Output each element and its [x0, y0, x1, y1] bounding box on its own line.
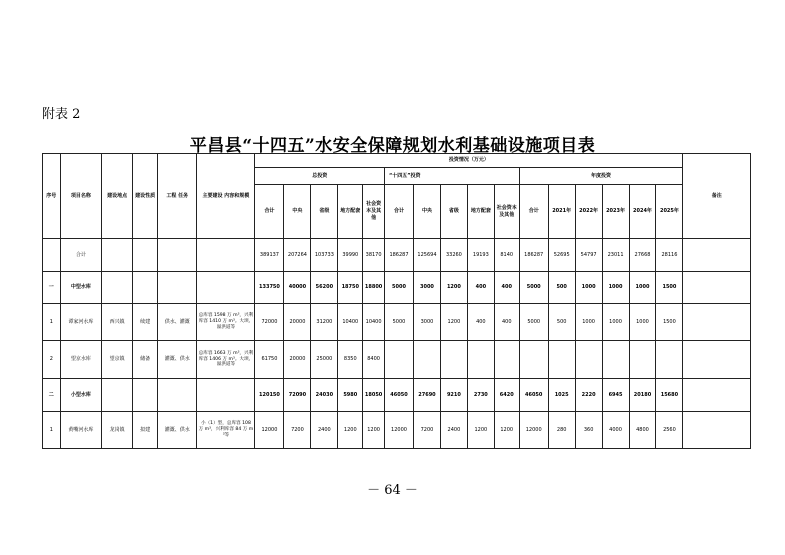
header-sub: 省级 [311, 185, 338, 239]
cell-value: 4000 [602, 412, 629, 449]
cell-value: 18050 [363, 379, 385, 412]
cell-remark [683, 379, 751, 412]
cell-location: 望京镇 [102, 341, 133, 379]
cell-value: 24030 [311, 379, 338, 412]
category-row [43, 272, 751, 304]
cell-value: 389137 [255, 239, 284, 272]
cell-value: 19193 [467, 239, 494, 272]
cell-value [575, 341, 602, 379]
cell-value: 38170 [363, 239, 385, 272]
cell-remark [683, 304, 751, 341]
cell-seq: 1 [43, 304, 61, 341]
cell-value: 10400 [363, 304, 385, 341]
cell-value: 5000 [384, 272, 413, 304]
cell-value: 39990 [338, 239, 363, 272]
cell-value: 9210 [440, 379, 467, 412]
cell-value: 1000 [602, 272, 629, 304]
cell-value: 360 [575, 412, 602, 449]
header-sub: 地方配套 [467, 185, 494, 239]
cell-value: 72000 [255, 304, 284, 341]
cell-location [102, 239, 133, 272]
header-sub: 中央 [414, 185, 441, 239]
cell-value: 3000 [414, 304, 441, 341]
cell-value: 28116 [656, 239, 683, 272]
cell-value: 52695 [548, 239, 575, 272]
cell-value [629, 341, 656, 379]
cell-value: 54797 [575, 239, 602, 272]
cell-value: 8140 [494, 239, 519, 272]
table-body [43, 239, 751, 449]
cell-value: 20000 [284, 304, 311, 341]
cell-value [384, 341, 413, 379]
header-task: 工程 任务 [158, 154, 197, 239]
cell-value: 1000 [602, 304, 629, 341]
cell-value: 1000 [629, 304, 656, 341]
cell-value: 186287 [519, 239, 548, 272]
cell-project-name: 合计 [60, 239, 101, 272]
cell-remark [683, 341, 751, 379]
header-seq: 序号 [43, 154, 61, 239]
cell-value: 125694 [414, 239, 441, 272]
cell-value: 8400 [363, 341, 385, 379]
cell-scope [197, 272, 255, 304]
cell-value: 12000 [255, 412, 284, 449]
cell-task: 灌溉、供水 [158, 412, 197, 449]
cell-project-name: 望京水库 [60, 341, 101, 379]
table-row [43, 412, 751, 449]
cell-task: 供水、灌溉 [158, 304, 197, 341]
cell-value: 1000 [575, 272, 602, 304]
cell-value: 4800 [629, 412, 656, 449]
header-sub: 社会资本及其他 [363, 185, 385, 239]
cell-value: 1200 [363, 412, 385, 449]
header-sub: 中央 [284, 185, 311, 239]
cell-value [440, 341, 467, 379]
cell-value: 27668 [629, 239, 656, 272]
cell-value: 1500 [656, 272, 683, 304]
cell-location: 西兴镇 [102, 304, 133, 341]
cell-nature [133, 272, 158, 304]
cell-value: 5000 [519, 272, 548, 304]
cell-task [158, 379, 197, 412]
cell-value: 1200 [440, 272, 467, 304]
cell-value: 18750 [338, 272, 363, 304]
cell-value [519, 341, 548, 379]
header-year: 2025年 [656, 185, 683, 239]
cell-task [158, 239, 197, 272]
cell-value [548, 341, 575, 379]
header-year: 2021年 [548, 185, 575, 239]
category-row [43, 379, 751, 412]
cell-value: 2560 [656, 412, 683, 449]
cell-value: 1200 [338, 412, 363, 449]
cell-value [467, 341, 494, 379]
cell-value: 46050 [384, 379, 413, 412]
cell-value: 18800 [363, 272, 385, 304]
cell-value: 400 [494, 304, 519, 341]
cell-location: 龙岗镇 [102, 412, 133, 449]
header-145-investment: “十四五”投资 [384, 168, 519, 185]
cell-value: 400 [467, 304, 494, 341]
header-sub: 合计 [519, 185, 548, 239]
cell-value: 31200 [311, 304, 338, 341]
header-investment: 投资情况（万元） [255, 154, 683, 168]
cell-value: 280 [548, 412, 575, 449]
header-sub: 合计 [384, 185, 413, 239]
cell-seq: 二 [43, 379, 61, 412]
cell-value: 40000 [284, 272, 311, 304]
header-sub: 合计 [255, 185, 284, 239]
header-remark: 备注 [683, 154, 751, 239]
cell-scope: 总库容 1663 万 m³，兴利库容 1406 万 m³。大坝、溢洪道等 [197, 341, 255, 379]
header-sub: 省级 [440, 185, 467, 239]
cell-value: 1200 [467, 412, 494, 449]
cell-value: 2730 [467, 379, 494, 412]
cell-remark [683, 239, 751, 272]
header-year: 2022年 [575, 185, 602, 239]
cell-value: 7200 [414, 412, 441, 449]
cell-scope [197, 239, 255, 272]
cell-value: 1000 [629, 272, 656, 304]
cell-task: 灌溉、供水 [158, 341, 197, 379]
cell-value: 12000 [519, 412, 548, 449]
cell-value: 56200 [311, 272, 338, 304]
cell-value: 61750 [255, 341, 284, 379]
cell-value: 10400 [338, 304, 363, 341]
cell-value: 2400 [440, 412, 467, 449]
cell-nature: 储备 [133, 341, 158, 379]
cell-scope: 总库容 1598 万 m³，兴利库容 1410 万 m³。大坝、溢洪道等 [197, 304, 255, 341]
cell-value [656, 341, 683, 379]
cell-value: 103733 [311, 239, 338, 272]
cell-value: 5000 [384, 304, 413, 341]
cell-value [494, 341, 519, 379]
cell-value: 207264 [284, 239, 311, 272]
cell-remark [683, 412, 751, 449]
cell-value: 1200 [440, 304, 467, 341]
header-year: 2023年 [602, 185, 629, 239]
cell-value: 5000 [519, 304, 548, 341]
cell-project-name: 小型水库 [60, 379, 101, 412]
cell-value: 3000 [414, 272, 441, 304]
cell-nature [133, 239, 158, 272]
cell-value: 12000 [384, 412, 413, 449]
cell-remark [683, 272, 751, 304]
cell-value: 33260 [440, 239, 467, 272]
header-scope: 主要建设 内容和规模 [197, 154, 255, 239]
cell-seq [43, 239, 61, 272]
table-row [43, 341, 751, 379]
header-sub: 地方配套 [338, 185, 363, 239]
cell-project-name: 谭家河水库 [60, 304, 101, 341]
cell-project-name: 黄嘴河水库 [60, 412, 101, 449]
cell-value: 1200 [494, 412, 519, 449]
cell-value: 20000 [284, 341, 311, 379]
cell-seq: 1 [43, 412, 61, 449]
cell-value: 23011 [602, 239, 629, 272]
cell-value: 500 [548, 304, 575, 341]
cell-value: 400 [467, 272, 494, 304]
cell-nature: 续建 [133, 304, 158, 341]
cell-value: 5980 [338, 379, 363, 412]
cell-task [158, 272, 197, 304]
cell-seq: 一 [43, 272, 61, 304]
attachment-label: 附表 2 [42, 107, 81, 122]
header-project-name: 项目名称 [60, 154, 101, 239]
header-sub: 社会资本及其他 [494, 185, 519, 239]
cell-scope [197, 379, 255, 412]
cell-value: 6420 [494, 379, 519, 412]
cell-value: 1500 [656, 304, 683, 341]
total-row [43, 239, 751, 272]
cell-location [102, 272, 133, 304]
cell-value: 2400 [311, 412, 338, 449]
cell-value: 6945 [602, 379, 629, 412]
cell-value: 400 [494, 272, 519, 304]
cell-value: 20180 [629, 379, 656, 412]
cell-value: 500 [548, 272, 575, 304]
header-nature: 建设性质 [133, 154, 158, 239]
cell-value: 2220 [575, 379, 602, 412]
cell-value: 1000 [575, 304, 602, 341]
cell-value: 133750 [255, 272, 284, 304]
cell-project-name: 中型水库 [60, 272, 101, 304]
cell-value: 46050 [519, 379, 548, 412]
header-total-investment: 总投资 [255, 168, 385, 185]
header-year: 2024年 [629, 185, 656, 239]
table-title: 平昌县“十四五”水安全保障规划水利基础设施项目表 [189, 136, 596, 156]
cell-nature [133, 379, 158, 412]
cell-value: 7200 [284, 412, 311, 449]
cell-seq: 2 [43, 341, 61, 379]
cell-value [602, 341, 629, 379]
cell-location [102, 379, 133, 412]
cell-value [414, 341, 441, 379]
projects-table [42, 153, 751, 449]
cell-value: 1025 [548, 379, 575, 412]
table-row [43, 304, 751, 341]
header-location: 建设地点 [102, 154, 133, 239]
header-annual-investment: 年度投资 [519, 168, 683, 185]
cell-value: 120150 [255, 379, 284, 412]
cell-value: 15680 [656, 379, 683, 412]
cell-scope: 小（1）型，总库容 108 万 m³，兴利库容 84 万 m³等 [197, 412, 255, 449]
cell-value: 8350 [338, 341, 363, 379]
cell-value: 186287 [384, 239, 413, 272]
cell-value: 72090 [284, 379, 311, 412]
page-number: － 64 － [367, 483, 418, 498]
cell-value: 25000 [311, 341, 338, 379]
cell-nature: 拟建 [133, 412, 158, 449]
cell-value: 27690 [414, 379, 441, 412]
